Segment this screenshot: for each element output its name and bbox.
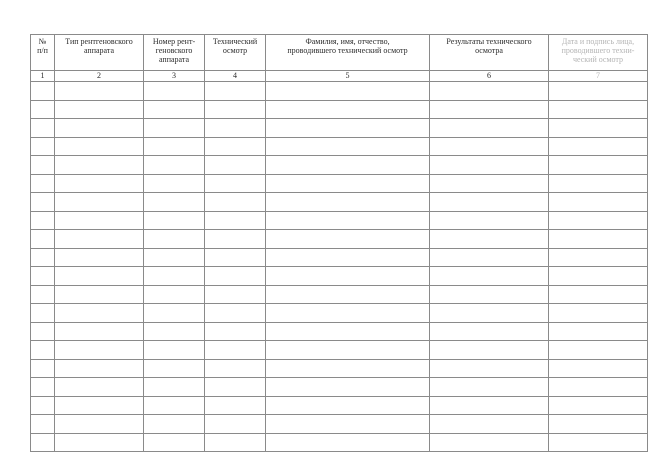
table-cell <box>144 82 205 101</box>
table-cell <box>430 322 549 341</box>
table-row <box>31 267 648 286</box>
column-header-inspector-name: Фамилия, имя, отчество, проводившего технический осмотр <box>266 35 430 71</box>
table-cell <box>266 211 430 230</box>
table-cell <box>205 267 266 286</box>
table-cell <box>549 285 648 304</box>
table-cell <box>205 156 266 175</box>
table-cell <box>55 100 144 119</box>
table-cell <box>430 433 549 452</box>
table-cell <box>144 193 205 212</box>
table-cell <box>55 396 144 415</box>
table-cell <box>549 193 648 212</box>
table-cell <box>430 304 549 323</box>
table-cell <box>266 304 430 323</box>
table-cell <box>430 378 549 397</box>
table-cell <box>55 341 144 360</box>
table-cell <box>55 156 144 175</box>
table-cell <box>31 396 55 415</box>
table-row <box>31 396 648 415</box>
table-cell <box>205 359 266 378</box>
table-cell <box>266 415 430 434</box>
table-cell <box>430 415 549 434</box>
table-cell <box>144 211 205 230</box>
column-header-apparatus-number: Номер рент- геновского аппарата <box>144 35 205 71</box>
column-header-date-signature: Дата и подпись лица, проводившего техни- ческий осмотр <box>549 35 648 71</box>
table-cell <box>31 174 55 193</box>
table-cell <box>205 304 266 323</box>
column-number: 3 <box>144 71 205 82</box>
table-cell <box>55 119 144 138</box>
table-cell <box>266 433 430 452</box>
table-row <box>31 230 648 249</box>
table-cell <box>549 341 648 360</box>
column-header-inspection-results: Результаты технического осмотра <box>430 35 549 71</box>
table-row <box>31 156 648 175</box>
table-row <box>31 82 648 101</box>
table-cell <box>266 396 430 415</box>
table-cell <box>31 137 55 156</box>
table-cell <box>31 156 55 175</box>
table-row <box>31 248 648 267</box>
column-number: 6 <box>430 71 549 82</box>
table-cell <box>31 378 55 397</box>
table-cell <box>205 248 266 267</box>
table-cell <box>549 359 648 378</box>
table-cell <box>266 285 430 304</box>
table-cell <box>549 211 648 230</box>
table-cell <box>205 100 266 119</box>
table-cell <box>144 322 205 341</box>
table-row <box>31 285 648 304</box>
table-cell <box>549 378 648 397</box>
table-cell <box>430 230 549 249</box>
table-cell <box>31 100 55 119</box>
table-cell <box>144 267 205 286</box>
table-cell <box>266 156 430 175</box>
table-row <box>31 359 648 378</box>
table-cell <box>31 267 55 286</box>
table-cell <box>31 119 55 138</box>
table-row <box>31 415 648 434</box>
table-cell <box>549 82 648 101</box>
table-cell <box>205 396 266 415</box>
table-cell <box>55 285 144 304</box>
table-cell <box>144 119 205 138</box>
table-row <box>31 211 648 230</box>
table-cell <box>144 285 205 304</box>
table-cell <box>205 82 266 101</box>
table-cell <box>549 119 648 138</box>
table-cell <box>266 193 430 212</box>
table-cell <box>55 415 144 434</box>
column-number: 1 <box>31 71 55 82</box>
table-cell <box>55 433 144 452</box>
table-cell <box>205 211 266 230</box>
table-cell <box>549 396 648 415</box>
column-header-technical-inspection: Технический осмотр <box>205 35 266 71</box>
table-cell <box>144 396 205 415</box>
table-cell <box>430 119 549 138</box>
table-cell <box>430 396 549 415</box>
column-number-row <box>31 71 648 82</box>
table-row <box>31 433 648 452</box>
table-row <box>31 322 648 341</box>
table-cell <box>430 248 549 267</box>
table-cell <box>144 415 205 434</box>
table-cell <box>144 137 205 156</box>
table-cell <box>430 341 549 360</box>
table-cell <box>31 82 55 101</box>
table-cell <box>31 193 55 212</box>
table-cell <box>144 359 205 378</box>
table-cell <box>549 415 648 434</box>
table-cell <box>549 174 648 193</box>
table-cell <box>55 322 144 341</box>
table-cell <box>266 100 430 119</box>
table-cell <box>205 193 266 212</box>
table-row <box>31 137 648 156</box>
table-cell <box>430 156 549 175</box>
log-body <box>31 82 648 452</box>
table-cell <box>549 156 648 175</box>
table-cell <box>144 378 205 397</box>
column-number: 4 <box>205 71 266 82</box>
table-cell <box>266 359 430 378</box>
table-row <box>31 378 648 397</box>
table-row <box>31 193 648 212</box>
table-cell <box>266 230 430 249</box>
table-cell <box>205 137 266 156</box>
inspection-log-table <box>30 34 648 452</box>
table-cell <box>55 230 144 249</box>
table-cell <box>549 433 648 452</box>
table-cell <box>144 248 205 267</box>
technical-inspection-log-form <box>30 34 648 452</box>
column-number: 5 <box>266 71 430 82</box>
table-cell <box>266 322 430 341</box>
table-cell <box>549 137 648 156</box>
table-cell <box>266 378 430 397</box>
table-cell <box>205 285 266 304</box>
table-cell <box>144 230 205 249</box>
table-cell <box>55 174 144 193</box>
table-cell <box>205 341 266 360</box>
column-header-number: № п/п <box>31 35 55 71</box>
table-row <box>31 174 648 193</box>
table-cell <box>31 359 55 378</box>
table-cell <box>266 119 430 138</box>
table-cell <box>144 304 205 323</box>
table-row <box>31 304 648 323</box>
table-cell <box>430 174 549 193</box>
table-cell <box>31 211 55 230</box>
column-header-apparatus-type: Тип рентгеновского аппарата <box>55 35 144 71</box>
table-cell <box>205 322 266 341</box>
table-cell <box>31 415 55 434</box>
table-cell <box>430 267 549 286</box>
header-row <box>31 35 648 71</box>
table-cell <box>31 304 55 323</box>
table-cell <box>144 341 205 360</box>
table-cell <box>266 82 430 101</box>
table-cell <box>205 230 266 249</box>
table-cell <box>266 174 430 193</box>
table-cell <box>144 174 205 193</box>
table-cell <box>430 211 549 230</box>
table-cell <box>266 341 430 360</box>
table-cell <box>266 267 430 286</box>
table-cell <box>430 359 549 378</box>
table-cell <box>31 433 55 452</box>
table-cell <box>430 193 549 212</box>
table-cell <box>31 230 55 249</box>
table-cell <box>55 267 144 286</box>
table-cell <box>205 378 266 397</box>
table-cell <box>266 248 430 267</box>
table-cell <box>205 415 266 434</box>
table-cell <box>55 248 144 267</box>
table-cell <box>55 137 144 156</box>
table-cell <box>430 82 549 101</box>
table-cell <box>549 322 648 341</box>
table-cell <box>144 156 205 175</box>
table-cell <box>55 82 144 101</box>
table-cell <box>205 433 266 452</box>
table-row <box>31 341 648 360</box>
table-cell <box>430 285 549 304</box>
table-cell <box>31 322 55 341</box>
table-cell <box>31 285 55 304</box>
table-cell <box>430 100 549 119</box>
table-cell <box>55 211 144 230</box>
table-cell <box>430 137 549 156</box>
table-row <box>31 100 648 119</box>
table-cell <box>205 174 266 193</box>
column-number: 2 <box>55 71 144 82</box>
table-cell <box>549 304 648 323</box>
table-cell <box>31 341 55 360</box>
table-cell <box>549 248 648 267</box>
table-cell <box>205 119 266 138</box>
table-cell <box>266 137 430 156</box>
table-cell <box>55 378 144 397</box>
table-cell <box>31 248 55 267</box>
table-cell <box>549 100 648 119</box>
table-cell <box>55 193 144 212</box>
table-cell <box>549 267 648 286</box>
column-number: 7 <box>549 71 648 82</box>
table-cell <box>144 100 205 119</box>
table-row <box>31 119 648 138</box>
table-cell <box>549 230 648 249</box>
table-cell <box>144 433 205 452</box>
table-cell <box>55 359 144 378</box>
table-cell <box>55 304 144 323</box>
